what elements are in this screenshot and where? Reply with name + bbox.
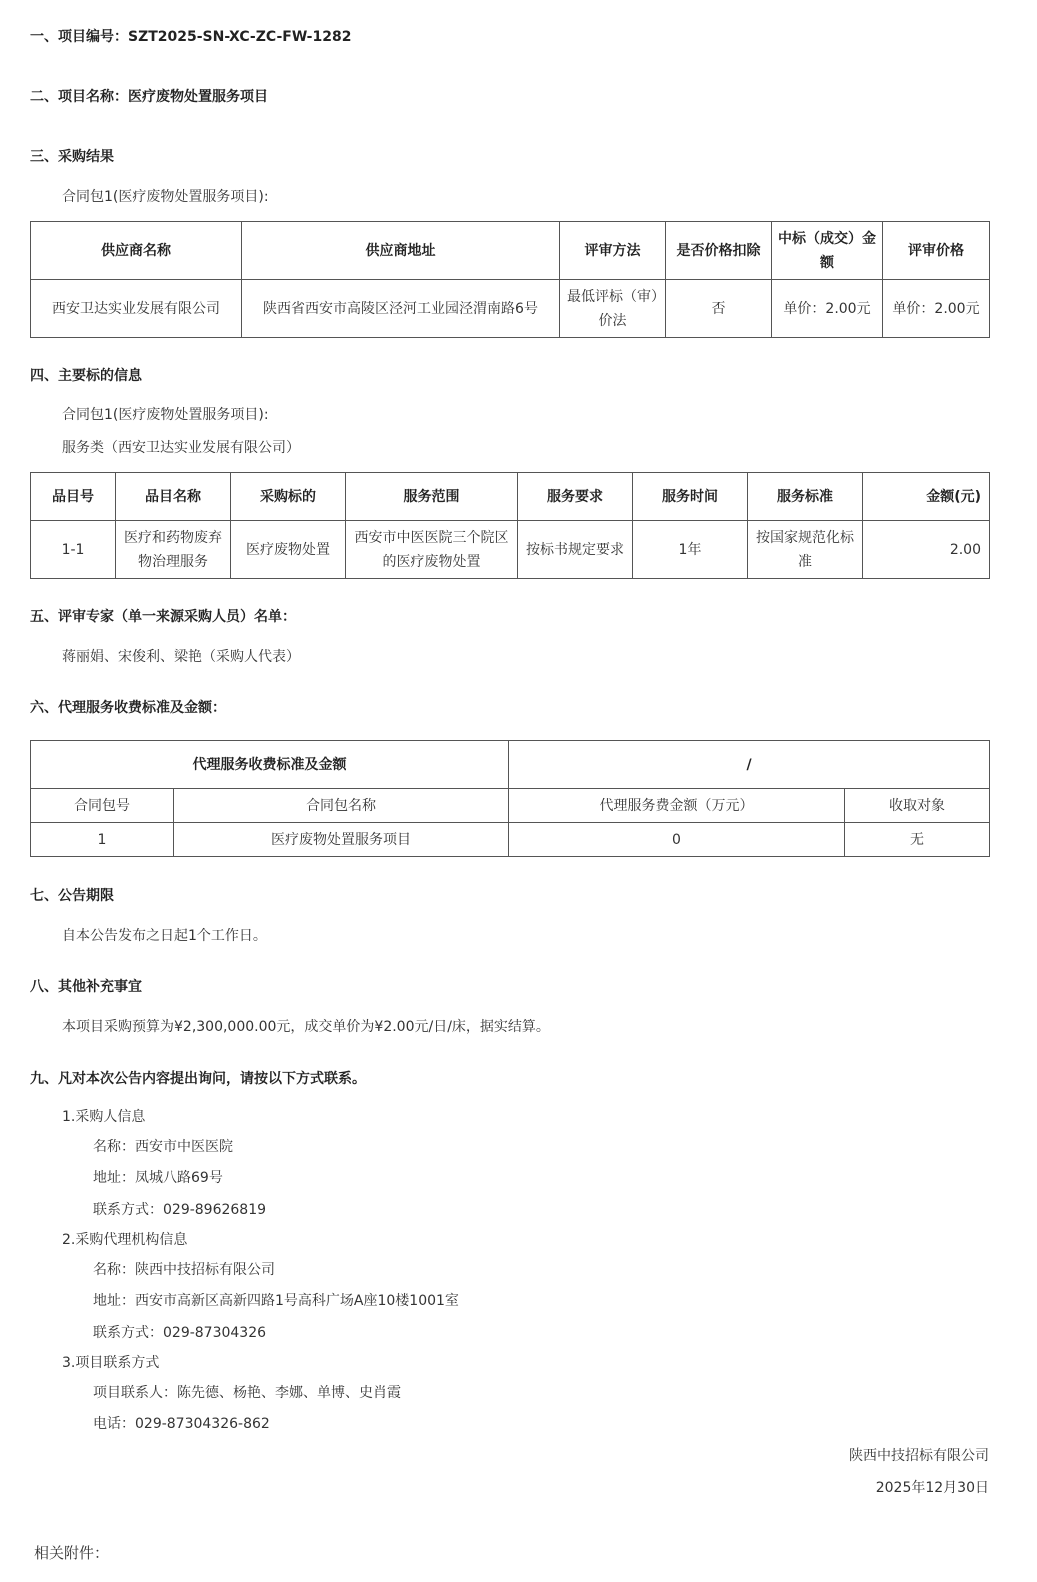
agency-fee-table [30,740,990,857]
cell-price-deduction: 否 [666,280,772,338]
buyer-address: 地址：凤城八路69号 [93,1170,223,1186]
header-fee-payer: 收取对象 [845,789,990,823]
cell-winning-amount: 单价：2.00元 [772,280,883,338]
supplement-text: 本项目采购预算为¥2,300,000.00元，成交单价为¥2.00元/日/床，据实结算。 [62,1019,550,1035]
result-table-header [31,222,990,280]
project-number-heading: 一、项目编号：SZT2025-SN-XC-ZC-FW-1282 [30,29,352,45]
header-package-name: 合同包名称 [174,789,509,823]
cell-procurement-subject: 医疗废物处置 [231,521,346,579]
experts-heading: 五、评审专家（单一来源采购人员）名单： [30,609,296,625]
header-supplier-name: 供应商名称 [31,222,242,280]
header-fee-amount: 代理服务费金额（万元） [509,789,845,823]
result-package-label: 合同包1(医疗废物处置服务项目): [62,189,269,205]
agent-info-title: 2.采购代理机构信息 [62,1232,188,1248]
buyer-info-title: 1.采购人信息 [62,1109,146,1125]
buyer-phone: 联系方式：029-89626819 [93,1202,267,1218]
header-amount: 金额(元) [863,473,990,521]
result-table [30,221,990,338]
header-item-no: 品目号 [31,473,116,521]
notice-period-text: 自本公告发布之日起1个工作日。 [62,928,267,944]
header-item-name: 品目名称 [116,473,231,521]
cell-service-time: 1年 [633,521,748,579]
header-service-requirement: 服务要求 [518,473,633,521]
buyer-name: 名称：西安市中医医院 [93,1139,233,1155]
cell-item-name: 医疗和药物废弃物治理服务 [116,521,231,579]
subject-table-header [31,473,990,521]
table-row [31,280,990,338]
table-row [31,521,990,579]
table-row [31,823,990,857]
fee-value-cell: / [509,741,990,789]
contact-heading: 九、凡对本次公告内容提出询问，请按以下方式联系。 [30,1071,366,1087]
cell-service-requirement: 按标书规定要求 [518,521,633,579]
notice-period-heading: 七、公告期限 [30,888,114,904]
subject-table [30,472,990,579]
cell-supplier-name: 西安卫达实业发展有限公司 [31,280,242,338]
header-service-standard: 服务标准 [748,473,863,521]
header-procurement-subject: 采购标的 [231,473,346,521]
agent-address: 地址：西安市高新区高新四路1号高科广场A座10楼1001室 [93,1293,459,1309]
signature-date: 2025年12月30日 [875,1480,989,1496]
cell-item-no: 1-1 [31,521,116,579]
cell-fee-payer: 无 [845,823,990,857]
header-package-no: 合同包号 [31,789,174,823]
agency-fee-heading: 六、代理服务收费标准及金额： [30,700,226,716]
project-name-heading: 二、项目名称：医疗废物处置服务项目 [30,89,268,105]
cell-amount: 2.00 [863,521,990,579]
header-service-time: 服务时间 [633,473,748,521]
header-review-price: 评审价格 [883,222,990,280]
cell-package-name: 医疗废物处置服务项目 [174,823,509,857]
cell-fee-amount: 0 [509,823,845,857]
supplement-heading: 八、其他补充事宜 [30,979,142,995]
procurement-result-heading: 三、采购结果 [30,149,114,165]
subject-info-heading: 四、主要标的信息 [30,368,142,384]
signature-org: 陕西中技招标有限公司 [849,1448,989,1464]
cell-service-scope: 西安市中医医院三个院区的医疗废物处置 [346,521,518,579]
fee-header-row [31,789,990,823]
cell-supplier-address: 陕西省西安市高陵区泾河工业园泾渭南路6号 [242,280,560,338]
subject-category-label: 服务类（西安卫达实业发展有限公司） [62,440,300,456]
agent-name: 名称：陕西中技招标有限公司 [93,1262,275,1278]
cell-review-price: 单价：2.00元 [883,280,990,338]
header-service-scope: 服务范围 [346,473,518,521]
header-supplier-address: 供应商地址 [242,222,560,280]
subject-package-label: 合同包1(医疗废物处置服务项目): [62,407,269,423]
project-contact-title: 3.项目联系方式 [62,1355,160,1371]
experts-list: 蒋丽娟、宋俊利、梁艳（采购人代表） [62,649,300,665]
header-price-deduction: 是否价格扣除 [666,222,772,280]
cell-review-method: 最低评标（审）价法 [560,280,666,338]
header-review-method: 评审方法 [560,222,666,280]
header-winning-amount: 中标（成交）金额 [772,222,883,280]
fee-title-cell: 代理服务收费标准及金额 [31,741,509,789]
attachments-label: 相关附件： [34,1544,110,1562]
cell-service-standard: 按国家规范化标准 [748,521,863,579]
fee-title-row [31,741,990,789]
cell-package-no: 1 [31,823,174,857]
agent-phone: 联系方式：029-87304326 [93,1325,267,1341]
project-contact-phone: 电话：029-87304326-862 [93,1416,270,1432]
project-contact-people: 项目联系人：陈先德、杨艳、李娜、单博、史肖霞 [93,1385,401,1401]
